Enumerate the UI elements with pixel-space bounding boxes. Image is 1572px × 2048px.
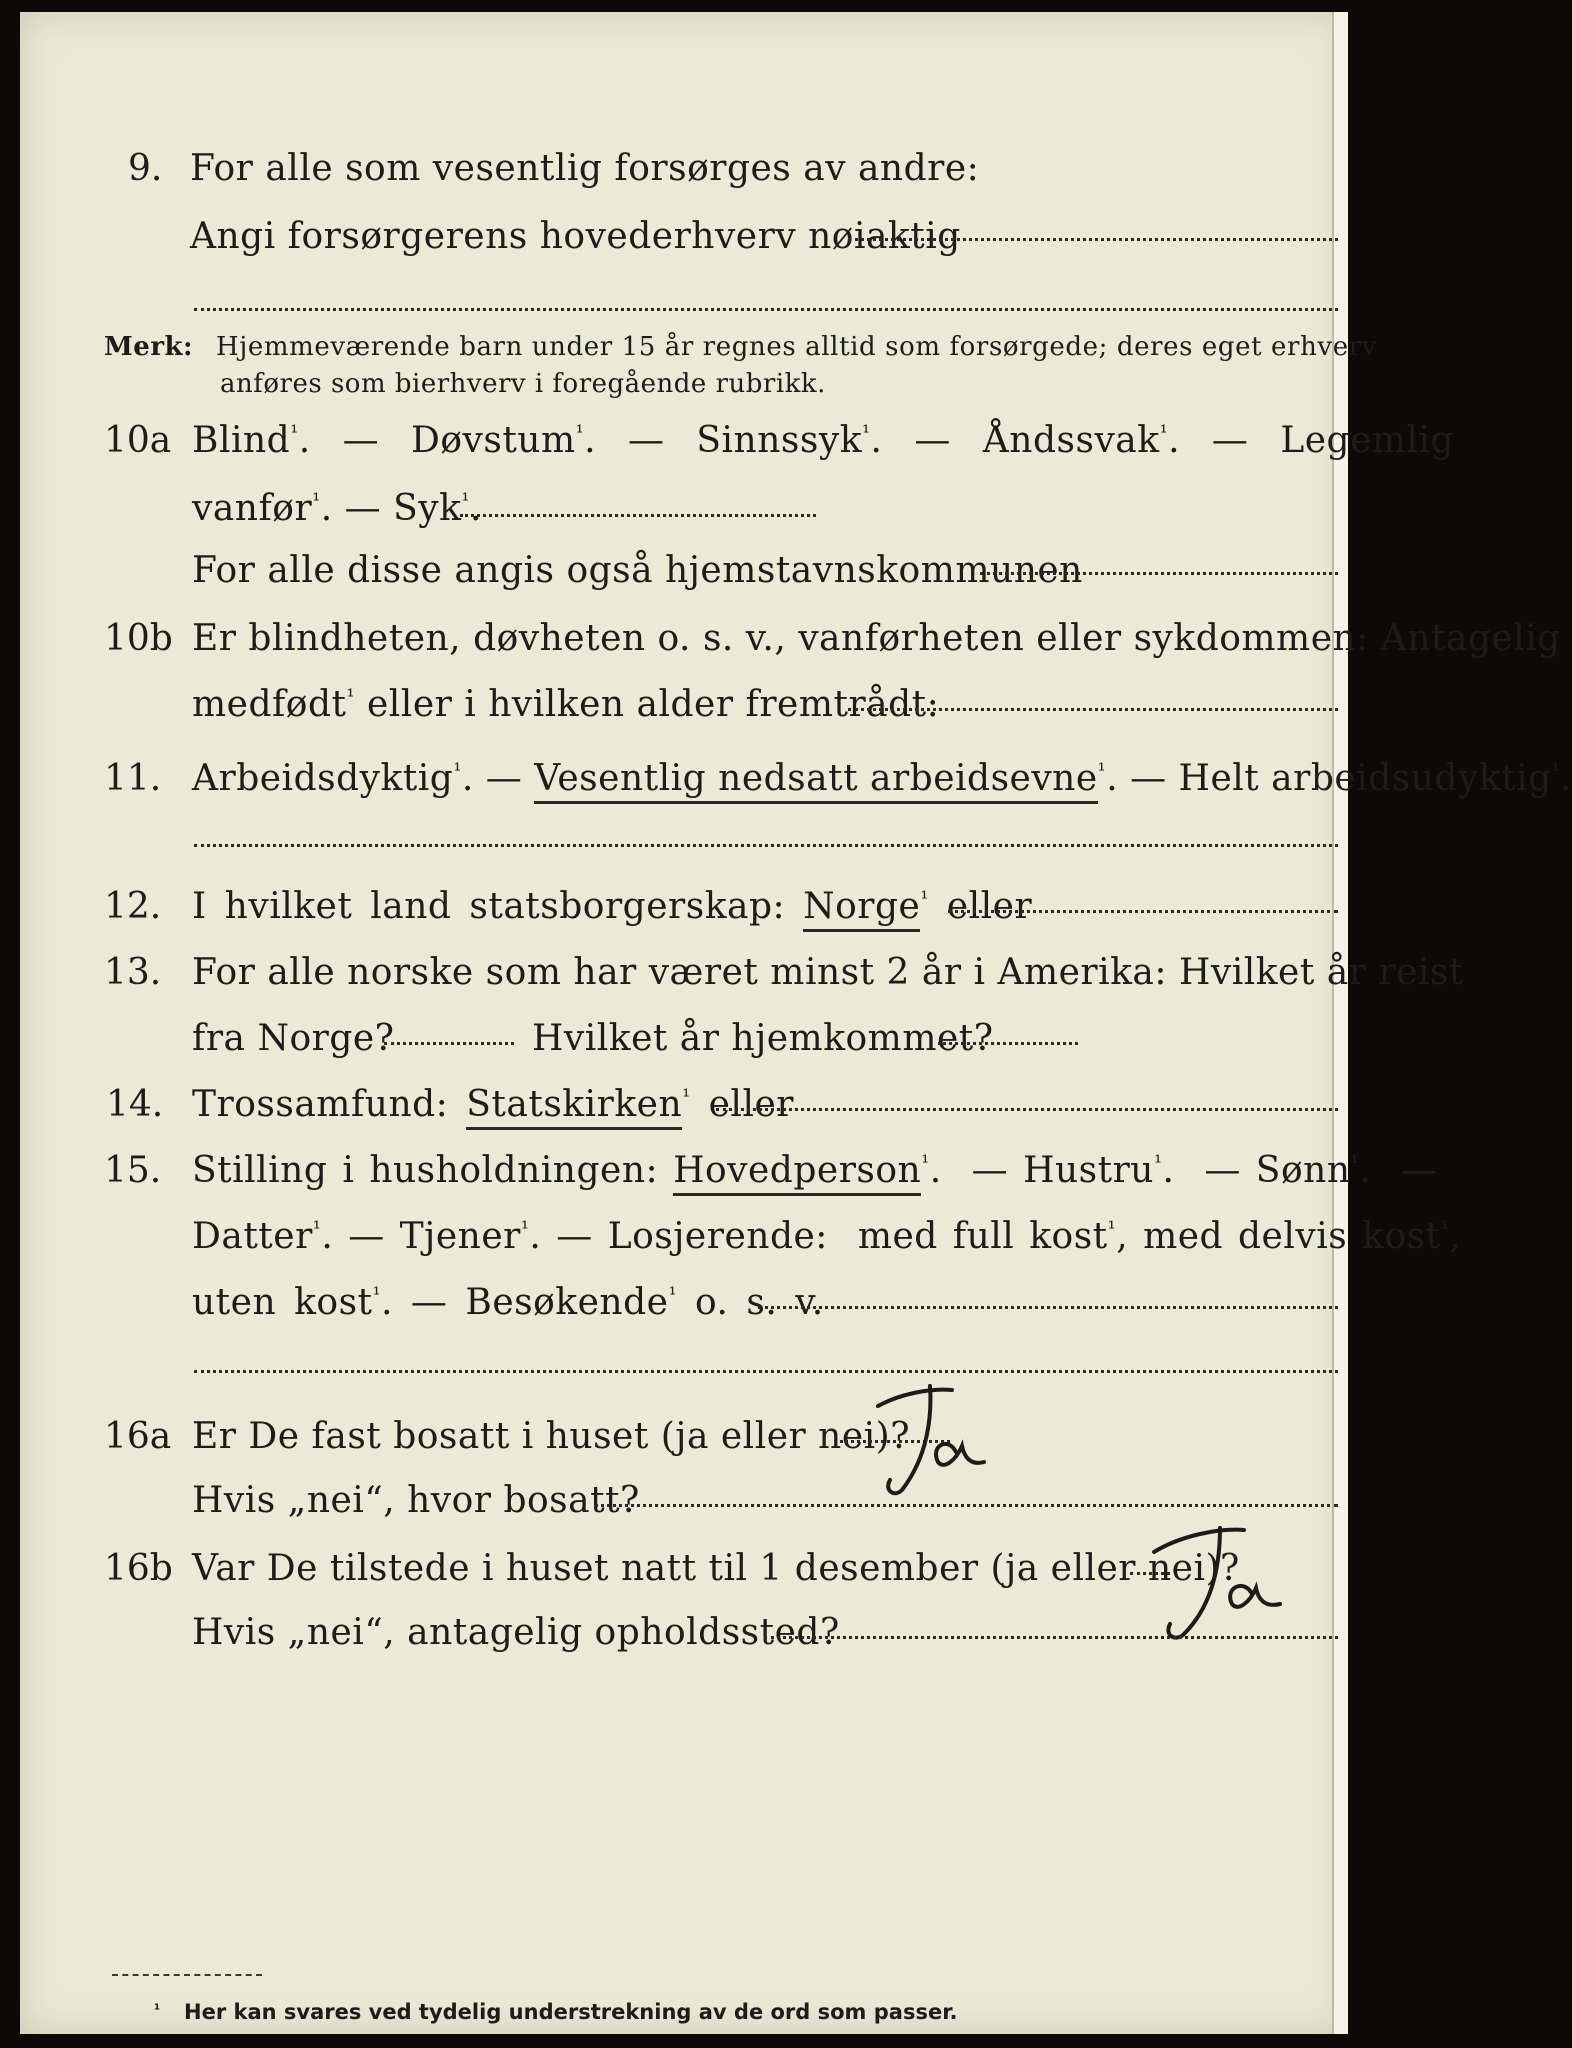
- option-sonn[interactable]: Sønn: [1255, 1150, 1351, 1191]
- q9-line2: Angi forsørgerens hovederhverv nøiaktig: [190, 216, 961, 257]
- q15-text: Stilling i husholdningen:: [192, 1150, 659, 1191]
- option-medfodt[interactable]: medfødt: [192, 684, 347, 725]
- option-dovstum[interactable]: Døvstum: [410, 420, 576, 461]
- footnote-mark: ¹: [154, 2002, 161, 2018]
- q14-eller: eller: [708, 1084, 794, 1125]
- q10a-line2: vanfør$^{^1}$. — Syk$^{^1}$.: [192, 488, 482, 529]
- option-arbeidsdyktig[interactable]: Arbeidsdyktig: [192, 758, 454, 799]
- q13-reist-field[interactable]: [384, 1042, 514, 1045]
- option-sinnssyk[interactable]: Sinnssyk: [696, 420, 863, 461]
- svg-text:Ja: Ja: [860, 1366, 861, 1367]
- option-blind[interactable]: Blind: [192, 420, 291, 461]
- option-syk[interactable]: Syk: [393, 488, 462, 529]
- q16b-handwritten-answer: [1140, 1512, 1320, 1652]
- footnote-text: Her kan svares ved tydelig understrekning av de ord som passer.: [184, 2000, 958, 2024]
- option-full-kost[interactable]: med full kost: [857, 1216, 1108, 1257]
- census-form-page: [20, 12, 1572, 2034]
- q15-line1: Stilling i husholdningen: Hovedperson$^{^1}$. — Hustru$^{^1}$. — Sønn$^{^1}$. —: [192, 1150, 1437, 1191]
- q9-extra-field[interactable]: [194, 308, 1338, 311]
- q15-line3: uten kost$^{^1}$. — Besøkende$^{^1}$ o. s. v.: [192, 1282, 824, 1323]
- q16b-line2: Hvis „nei“, antagelig opholdssted?: [192, 1612, 840, 1653]
- q16a-bosatt-field[interactable]: [594, 1504, 1338, 1507]
- q10b-alder-text: eller i hvilken alder fremtrådt:: [366, 684, 940, 725]
- q12-eller: eller: [946, 886, 1033, 927]
- q16b-number: 16b: [104, 1548, 173, 1589]
- option-vesentlig-nedsatt[interactable]: Vesentlig nedsatt arbeidsevne: [534, 758, 1097, 804]
- option-hovedperson[interactable]: Hovedperson: [673, 1150, 921, 1196]
- option-legemlig[interactable]: Legemlig: [1280, 420, 1455, 461]
- q13-fra-norge: fra Norge?: [192, 1018, 395, 1059]
- q15-extra-field[interactable]: [194, 1370, 1338, 1373]
- q9-number: 9.: [128, 148, 163, 189]
- q15-line2: Datter$^{^1}$. — Tjener$^{^1}$. — Losjerende: med full kost$^{^1}$, med delvis kost$^{^1}$,: [192, 1216, 1462, 1257]
- option-hustru[interactable]: Hustru: [1023, 1150, 1154, 1191]
- q12-land-field[interactable]: [948, 910, 1338, 913]
- q13-number: 13.: [104, 952, 162, 993]
- page-edge: [1332, 12, 1348, 2034]
- q10b-line1: Er blindheten, døvheten o. s. v., vanførheten eller sykdommen: Antagelig: [192, 618, 1561, 659]
- footnote-divider: [112, 1974, 262, 1976]
- q13-hjemkommet: Hvilket år hjemkommet?: [532, 1018, 994, 1059]
- q10a-line1: Blind$^{^1}$. — Døvstum$^{^1}$. — Sinnssyk$^{^1}$. — Åndssvak$^{^1}$. — Legemlig: [192, 420, 1455, 461]
- merk-label: Merk:: [104, 332, 194, 362]
- option-norge[interactable]: Norge: [803, 886, 920, 932]
- q14-text: Trossamfund:: [192, 1084, 449, 1125]
- q14-trossamfund-field[interactable]: [716, 1108, 1338, 1111]
- q15-stilling-field[interactable]: [758, 1306, 1338, 1309]
- q15-number: 15.: [104, 1150, 162, 1191]
- option-datter[interactable]: Datter: [192, 1216, 313, 1257]
- q16a-line1: Er De fast bosatt i huset (ja eller nei)?: [192, 1416, 911, 1457]
- q16a-handwritten-answer: [860, 1366, 1020, 1506]
- option-besokende[interactable]: Besøkende: [465, 1282, 669, 1323]
- q15-osv: o. s. v.: [694, 1282, 824, 1323]
- option-tjener[interactable]: Tjener: [399, 1216, 521, 1257]
- q16a-number: 16a: [104, 1416, 172, 1457]
- q14-line: Trossamfund: Statskirken$^{^1}$ eller: [192, 1084, 794, 1125]
- q9-answer-field[interactable]: [848, 238, 1338, 241]
- q12-text: I hvilket land statsborgerskap:: [192, 886, 786, 927]
- q12-line: I hvilket land statsborgerskap: Norge$^{^1}$ eller: [192, 886, 1032, 927]
- option-vanfor[interactable]: vanfør: [192, 488, 313, 529]
- q12-number: 12.: [104, 886, 162, 927]
- q16b-opholdssted-field[interactable]: [764, 1636, 1338, 1639]
- q13-hjemkommet-field[interactable]: [938, 1042, 1078, 1045]
- q11-extra-field[interactable]: [194, 844, 1338, 847]
- q10a-hjemstavn-field[interactable]: [980, 572, 1338, 575]
- q16b-line1: Var De tilstede i huset natt til 1 desember (ja eller nei)?: [192, 1548, 1240, 1589]
- option-statskirken[interactable]: Statskirken: [466, 1084, 682, 1130]
- q10b-line2: medfødt$^{^1}$ eller i hvilken alder fremtrådt:: [192, 684, 940, 725]
- q11-line: Arbeidsdyktig$^{^1}$. — Vesentlig nedsatt arbeidsevne$^{^1}$. — Helt arbeidsudyktig$^{^1}$.: [192, 758, 1572, 799]
- merk-line1: Hjemmeværende barn under 15 år regnes alltid som forsørgede; deres eget erhverv: [216, 332, 1378, 362]
- merk-line2: anføres som bierhverv i foregående rubrikk.: [220, 369, 826, 399]
- q10a-syk-field[interactable]: [460, 514, 816, 517]
- q10a-number: 10a: [104, 420, 172, 461]
- q10b-alder-field[interactable]: [848, 708, 1338, 711]
- option-andssvak[interactable]: Åndssvak: [982, 420, 1160, 461]
- q15-losjerende: Losjerende:: [607, 1216, 828, 1257]
- q11-number: 11.: [104, 758, 162, 799]
- q10b-number: 10b: [104, 618, 173, 659]
- q10a-line3: For alle disse angis også hjemstavnskommunen: [192, 550, 1083, 591]
- q13-line1: For alle norske som har været minst 2 år i Amerika: Hvilket år reist: [192, 952, 1464, 993]
- option-uten-kost[interactable]: uten kost: [192, 1282, 373, 1323]
- q14-number: 14.: [106, 1084, 164, 1125]
- q16a-line2: Hvis „nei“, hvor bosatt?: [192, 1480, 640, 1521]
- svg-text:Ja: Ja: [1140, 1512, 1141, 1513]
- q9-line1: For alle som vesentlig forsørges av andre:: [190, 148, 980, 189]
- option-helt-arbeidsudyktig[interactable]: Helt arbeidsudyktig: [1178, 758, 1552, 799]
- option-delvis-kost[interactable]: med delvis kost: [1143, 1216, 1441, 1257]
